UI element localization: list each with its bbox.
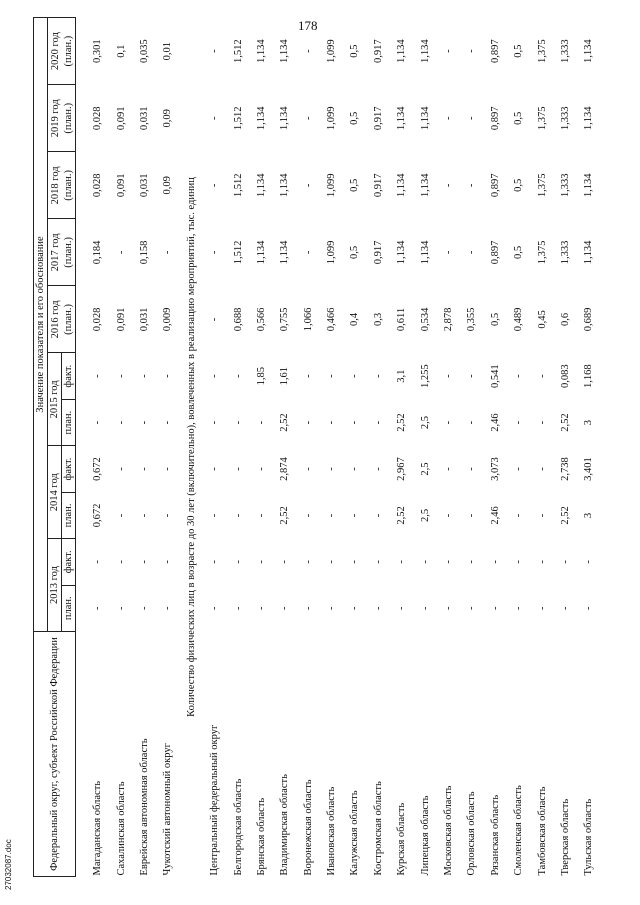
- table-row: [86, 18, 109, 877]
- row-value-cell: -: [466, 374, 478, 378]
- row-value-cell: -: [232, 606, 244, 611]
- row-value-cell: -: [255, 513, 267, 518]
- row-value-cell: -: [115, 420, 127, 425]
- row-value-cell: 3: [583, 419, 595, 426]
- row-value-cell: -: [115, 606, 127, 611]
- row-value-cell: -: [326, 467, 338, 471]
- row-value-cell: -: [536, 420, 548, 425]
- row-value-cell: -: [209, 116, 221, 121]
- row-value-cell: 2,46: [489, 506, 501, 525]
- row-value-cell: 0,5: [349, 245, 361, 259]
- row-value-cell: 2,52: [560, 506, 571, 525]
- row-value-cell: 1,134: [255, 39, 267, 63]
- row-value-cell: 1,134: [279, 39, 291, 63]
- row-value-cell: 0,489: [513, 307, 525, 332]
- row-subject-name: Воронежская область: [302, 779, 314, 876]
- row-value-cell: 0,301: [92, 39, 104, 63]
- row-value-cell: -: [466, 49, 478, 53]
- row-value-cell: 3,1: [396, 369, 408, 383]
- row-value-cell: -: [302, 374, 314, 378]
- table-row: [484, 18, 507, 877]
- row-value-cell: -: [302, 250, 314, 255]
- section-title: Количество физических лиц в возрасте до 30 лет (включительно), вовлеченных в реализацию мероприятий, тыс. единиц: [185, 177, 197, 717]
- row-value-cell: 0,3: [372, 312, 384, 326]
- row-value-cell: 0,5: [349, 44, 361, 58]
- row-value-cell: -: [513, 560, 525, 564]
- row-value-cell: 0,897: [489, 173, 501, 198]
- group-title: Значение показателя и его обоснование: [34, 18, 48, 632]
- row-value-cell: 0,028: [92, 173, 104, 198]
- row-value-cell: -: [115, 467, 127, 471]
- row-value-cell: -: [232, 467, 244, 471]
- table-row: [273, 18, 296, 877]
- row-value-cell: 0,009: [162, 307, 174, 332]
- row-value-cell: -: [209, 317, 221, 322]
- row-value-cell: -: [560, 560, 571, 564]
- row-value-cell: 3: [583, 512, 595, 519]
- row-value-cell: 2,5: [419, 462, 431, 476]
- row-value-cell: 0,917: [372, 240, 384, 265]
- row-subject-name: Владимирская область: [279, 774, 291, 876]
- row-value-cell: -: [302, 560, 314, 564]
- row-value-cell: 2,52: [279, 506, 291, 525]
- row-subject-name: Орловская область: [466, 791, 478, 876]
- row-value-cell: 0,031: [138, 106, 150, 131]
- row-value-cell: 2,52: [560, 413, 571, 432]
- row-value-cell: -: [349, 374, 361, 378]
- year-2019-header: 2019 год (план.): [48, 85, 76, 152]
- row-value-cell: 0,917: [372, 106, 384, 131]
- table-row: [226, 18, 249, 877]
- row-value-cell: 1,099: [326, 39, 338, 63]
- row-value-cell: -: [162, 560, 174, 564]
- row-value-cell: -: [466, 513, 478, 518]
- row-value-cell: 1,375: [536, 39, 548, 63]
- row-value-cell: 1,255: [419, 364, 431, 388]
- row-value-cell: -: [396, 560, 408, 564]
- row-value-cell: 0,5: [513, 111, 525, 125]
- row-value-cell: 1,61: [279, 366, 291, 386]
- row-value-cell: -: [443, 606, 455, 611]
- row-value-cell: -: [232, 374, 244, 378]
- document-code: 27032087.doc: [4, 839, 13, 890]
- row-value-cell: -: [372, 374, 384, 378]
- row-value-cell: 0,031: [138, 307, 150, 332]
- row-value-cell: -: [513, 467, 525, 471]
- year-2015-header: 2015 год: [48, 353, 62, 446]
- row-value-cell: -: [209, 250, 221, 255]
- row-value-cell: 0,083: [560, 364, 571, 388]
- row-value-cell: 0,1: [115, 44, 127, 58]
- row-value-cell: -: [372, 606, 384, 611]
- row-value-cell: -: [279, 560, 291, 564]
- fact-subheader: факт.: [62, 353, 76, 399]
- row-value-cell: 1,375: [536, 240, 548, 265]
- row-value-cell: 0,028: [92, 307, 104, 332]
- row-value-cell: -: [349, 606, 361, 611]
- row-subject-name: Костромская область: [372, 781, 384, 876]
- row-value-cell: 1,134: [255, 106, 267, 131]
- row-value-cell: -: [209, 374, 221, 378]
- row-value-cell: -: [255, 606, 267, 611]
- row-value-cell: 0,091: [115, 173, 127, 198]
- row-value-cell: 0,5: [349, 111, 361, 125]
- row-value-cell: -: [209, 513, 221, 518]
- row-value-cell: -: [466, 560, 478, 564]
- row-value-cell: -: [209, 420, 221, 425]
- table-row: [460, 18, 483, 877]
- row-value-cell: 1,134: [419, 240, 431, 265]
- row-value-cell: 2,5: [419, 508, 431, 522]
- table-row: [413, 18, 436, 877]
- table-row: [250, 18, 273, 877]
- fact-subheader: факт.: [62, 446, 76, 492]
- row-value-cell: -: [326, 560, 338, 564]
- row-value-cell: 2,878: [443, 307, 455, 332]
- row-value-cell: 1,134: [255, 173, 267, 198]
- row-value-cell: 1,099: [326, 106, 338, 131]
- row-value-cell: -: [466, 116, 478, 121]
- row-value-cell: -: [372, 420, 384, 425]
- row-value-cell: -: [302, 420, 314, 425]
- row-subject-name: Белгородская область: [232, 778, 244, 876]
- row-value-cell: 0,091: [115, 307, 127, 332]
- table-row: [507, 18, 530, 877]
- row-value-cell: -: [466, 420, 478, 425]
- row-value-cell: 0,5: [513, 44, 525, 58]
- table-row: [109, 18, 132, 877]
- plan-subheader: план.: [62, 399, 76, 445]
- row-value-cell: 0,755: [279, 307, 291, 332]
- row-subject-name: Смоленская область: [513, 785, 525, 876]
- row-value-cell: -: [279, 606, 291, 611]
- row-subject-name: Рязанская область: [489, 794, 501, 876]
- row-value-cell: -: [209, 49, 221, 53]
- row-value-cell: -: [115, 250, 127, 255]
- row-value-cell: 1,134: [396, 39, 408, 63]
- row-value-cell: 0,031: [138, 173, 150, 198]
- row-value-cell: -: [162, 513, 174, 518]
- row-value-cell: -: [92, 606, 104, 611]
- row-value-cell: 1,134: [583, 39, 595, 63]
- row-value-cell: 0,028: [92, 106, 104, 131]
- row-value-cell: -: [162, 374, 174, 378]
- row-value-cell: -: [443, 250, 455, 255]
- row-value-cell: 1,333: [560, 106, 571, 131]
- row-subject-name: Еврейская автономная область: [138, 738, 150, 876]
- row-value-cell: 1,134: [255, 240, 267, 265]
- row-value-cell: 1,134: [396, 173, 408, 198]
- row-value-cell: -: [372, 560, 384, 564]
- row-value-cell: -: [255, 560, 267, 564]
- row-value-cell: -: [302, 49, 314, 53]
- row-value-cell: 1,512: [232, 173, 244, 198]
- row-value-cell: 1,099: [326, 240, 338, 265]
- year-2018-header: 2018 год (план.): [48, 152, 76, 219]
- row-value-cell: 0,566: [255, 307, 267, 332]
- row-value-cell: 0,897: [489, 39, 501, 63]
- row-value-cell: -: [115, 513, 127, 518]
- row-value-cell: -: [443, 560, 455, 564]
- row-value-cell: 0,688: [232, 307, 244, 332]
- row-value-cell: -: [115, 560, 127, 564]
- row-value-cell: -: [326, 513, 338, 518]
- row-value-cell: -: [232, 513, 244, 518]
- row-value-cell: -: [536, 606, 548, 611]
- row-value-cell: -: [466, 183, 478, 188]
- row-value-cell: 0,917: [372, 39, 384, 63]
- row-value-cell: 0,355: [466, 307, 478, 332]
- row-value-cell: 0,45: [536, 310, 548, 329]
- row-value-cell: 0,917: [372, 173, 384, 198]
- row-subject-name: Магаданская область: [92, 780, 104, 876]
- row-value-cell: 1,134: [583, 106, 595, 131]
- row-value-cell: -: [349, 513, 361, 518]
- row-value-cell: -: [349, 467, 361, 471]
- row-value-cell: -: [536, 374, 548, 378]
- row-value-cell: -: [489, 606, 501, 611]
- row-value-cell: -: [536, 467, 548, 471]
- row-value-cell: 0,534: [419, 307, 431, 332]
- row-value-cell: -: [162, 420, 174, 425]
- row-value-cell: 1,333: [560, 240, 571, 265]
- row-value-cell: 1,134: [583, 240, 595, 265]
- row-value-cell: -: [92, 420, 104, 425]
- row-value-cell: -: [138, 560, 150, 564]
- subject-column-header: Федеральный округ, субъект Российской Федерации: [34, 631, 76, 876]
- table-row: [297, 18, 320, 877]
- row-value-cell: -: [232, 420, 244, 425]
- table-body: [76, 18, 601, 877]
- row-value-cell: 0,01: [162, 41, 174, 61]
- row-value-cell: 1,375: [536, 173, 548, 198]
- row-value-cell: -: [372, 513, 384, 518]
- plan-subheader: план.: [62, 492, 76, 538]
- row-value-cell: -: [326, 606, 338, 611]
- row-value-cell: -: [138, 513, 150, 518]
- row-value-cell: 2,874: [279, 457, 291, 481]
- row-value-cell: 1,134: [279, 240, 291, 265]
- row-value-cell: 1,066: [302, 307, 314, 332]
- row-subject-name: Московская область: [443, 785, 455, 876]
- row-value-cell: 0,611: [396, 307, 408, 332]
- row-value-cell: 2,5: [419, 416, 431, 430]
- year-2014-header: 2014 год: [48, 446, 62, 539]
- row-value-cell: -: [209, 467, 221, 471]
- plan-subheader: план.: [62, 585, 76, 631]
- row-value-cell: -: [302, 513, 314, 518]
- row-value-cell: -: [349, 560, 361, 564]
- row-subject-name: Тульская область: [583, 798, 595, 876]
- fact-subheader: факт.: [62, 539, 76, 585]
- spacer-row: [76, 18, 87, 877]
- row-value-cell: -: [162, 250, 174, 255]
- row-value-cell: -: [138, 420, 150, 425]
- row-value-cell: -: [372, 467, 384, 471]
- row-value-cell: -: [302, 183, 314, 188]
- row-value-cell: 0,897: [489, 240, 501, 265]
- row-value-cell: -: [326, 420, 338, 425]
- row-value-cell: 1,333: [560, 173, 571, 198]
- row-value-cell: -: [92, 374, 104, 378]
- row-subject-name: Центральный федеральный округ: [209, 724, 221, 876]
- table-row: [156, 18, 179, 877]
- row-value-cell: -: [443, 467, 455, 471]
- row-value-cell: -: [513, 420, 525, 425]
- row-value-cell: 1,512: [232, 39, 244, 63]
- row-value-cell: -: [396, 606, 408, 611]
- row-value-cell: 0,5: [513, 178, 525, 192]
- row-value-cell: 1,134: [419, 106, 431, 131]
- row-value-cell: 0,672: [92, 457, 104, 481]
- row-value-cell: 1,134: [396, 240, 408, 265]
- row-value-cell: 0,5: [349, 178, 361, 192]
- page-number: 178: [298, 18, 318, 33]
- row-value-cell: -: [583, 560, 595, 564]
- row-value-cell: -: [443, 420, 455, 425]
- row-value-cell: 1,333: [560, 39, 571, 63]
- row-value-cell: 0,091: [115, 106, 127, 131]
- row-value-cell: -: [92, 560, 104, 564]
- row-value-cell: 3,073: [489, 457, 501, 481]
- row-value-cell: -: [443, 374, 455, 378]
- row-value-cell: -: [162, 606, 174, 611]
- year-2013-header: 2013 год: [48, 539, 62, 632]
- row-subject-name: Тамбовская область: [536, 786, 548, 876]
- table-row: [133, 18, 156, 877]
- row-value-cell: -: [209, 606, 221, 611]
- row-value-cell: 0,672: [92, 503, 104, 528]
- row-value-cell: 1,168: [583, 364, 595, 388]
- row-subject-name: Сахалинская область: [115, 781, 127, 876]
- row-value-cell: -: [326, 374, 338, 378]
- row-value-cell: 1,134: [279, 106, 291, 131]
- section-row: [180, 18, 203, 877]
- row-value-cell: -: [419, 560, 431, 564]
- rotated-table-container: [33, 17, 638, 877]
- table-row: [437, 18, 460, 877]
- row-value-cell: 0,4: [349, 312, 361, 326]
- row-value-cell: 1,134: [396, 106, 408, 131]
- row-value-cell: 0,09: [162, 176, 174, 195]
- row-value-cell: 0,466: [326, 307, 338, 332]
- row-subject-name: Курская область: [396, 802, 408, 876]
- table-row: [367, 18, 390, 877]
- row-value-cell: -: [232, 560, 244, 564]
- row-value-cell: -: [302, 467, 314, 471]
- row-value-cell: -: [443, 183, 455, 188]
- row-value-cell: -: [466, 606, 478, 611]
- row-value-cell: -: [255, 420, 267, 425]
- year-2016-header: 2016 год (план.): [48, 286, 76, 353]
- row-value-cell: -: [162, 467, 174, 471]
- row-value-cell: -: [443, 49, 455, 53]
- row-value-cell: 2,52: [396, 506, 408, 525]
- row-value-cell: 2,738: [560, 457, 571, 481]
- row-value-cell: -: [536, 560, 548, 564]
- row-value-cell: 2,52: [396, 413, 408, 432]
- row-value-cell: -: [489, 560, 501, 564]
- row-value-cell: 0,5: [513, 245, 525, 259]
- row-value-cell: -: [466, 467, 478, 471]
- year-2017-header: 2017 год (план.): [48, 219, 76, 286]
- row-value-cell: -: [443, 513, 455, 518]
- row-value-cell: 0,035: [138, 39, 150, 63]
- row-value-cell: -: [583, 606, 595, 611]
- row-value-cell: -: [349, 420, 361, 425]
- row-value-cell: 2,967: [396, 457, 408, 481]
- row-value-cell: 0,5: [489, 312, 501, 326]
- row-value-cell: -: [138, 606, 150, 611]
- row-value-cell: 1,099: [326, 173, 338, 198]
- row-value-cell: -: [115, 374, 127, 378]
- row-subject-name: Тверская область: [560, 798, 571, 876]
- row-value-cell: 2,46: [489, 413, 501, 432]
- row-value-cell: 1,134: [419, 39, 431, 63]
- row-value-cell: -: [513, 606, 525, 611]
- row-value-cell: 1,375: [536, 106, 548, 131]
- row-value-cell: -: [419, 606, 431, 611]
- row-value-cell: 1,134: [583, 173, 595, 198]
- row-subject-name: Калужская область: [349, 790, 361, 876]
- row-value-cell: -: [255, 467, 267, 471]
- table-row: [530, 18, 553, 877]
- year-2020-header: 2020 год (план.): [48, 18, 76, 85]
- table-row: [554, 18, 577, 877]
- row-value-cell: -: [138, 467, 150, 471]
- row-value-cell: -: [302, 606, 314, 611]
- row-value-cell: 0,6: [560, 312, 571, 326]
- row-value-cell: -: [209, 183, 221, 188]
- row-value-cell: 2,52: [279, 413, 291, 432]
- table-row: [390, 18, 413, 877]
- row-value-cell: -: [209, 560, 221, 564]
- row-subject-name: Ивановская область: [326, 786, 338, 876]
- row-value-cell: 0,184: [92, 240, 104, 265]
- table-row: [343, 18, 366, 877]
- row-value-cell: -: [302, 116, 314, 121]
- table-header: [34, 18, 76, 877]
- row-value-cell: 0,689: [583, 307, 595, 332]
- table-row: [320, 18, 343, 877]
- row-value-cell: 1,134: [419, 173, 431, 198]
- row-value-cell: 1,85: [255, 366, 267, 386]
- row-value-cell: 3,401: [583, 457, 595, 481]
- indicator-table: [33, 17, 601, 877]
- row-value-cell: 0,541: [489, 364, 501, 388]
- row-subject-name: Брянская область: [255, 797, 267, 876]
- row-subject-name: Липецкая область: [419, 795, 431, 876]
- row-value-cell: 1,512: [232, 106, 244, 131]
- row-value-cell: 0,158: [138, 240, 150, 265]
- row-subject-name: Чукотский автономный округ: [162, 743, 174, 876]
- row-value-cell: -: [466, 250, 478, 255]
- row-value-cell: -: [138, 374, 150, 378]
- table-row: [203, 18, 226, 877]
- row-value-cell: 1,134: [279, 173, 291, 198]
- row-value-cell: -: [513, 374, 525, 378]
- row-value-cell: 0,09: [162, 109, 174, 128]
- row-value-cell: -: [513, 513, 525, 518]
- row-value-cell: -: [560, 606, 571, 611]
- row-value-cell: -: [536, 513, 548, 518]
- row-value-cell: 0,897: [489, 106, 501, 131]
- row-value-cell: 1,512: [232, 240, 244, 265]
- row-value-cell: -: [443, 116, 455, 121]
- table-row: [577, 18, 600, 877]
